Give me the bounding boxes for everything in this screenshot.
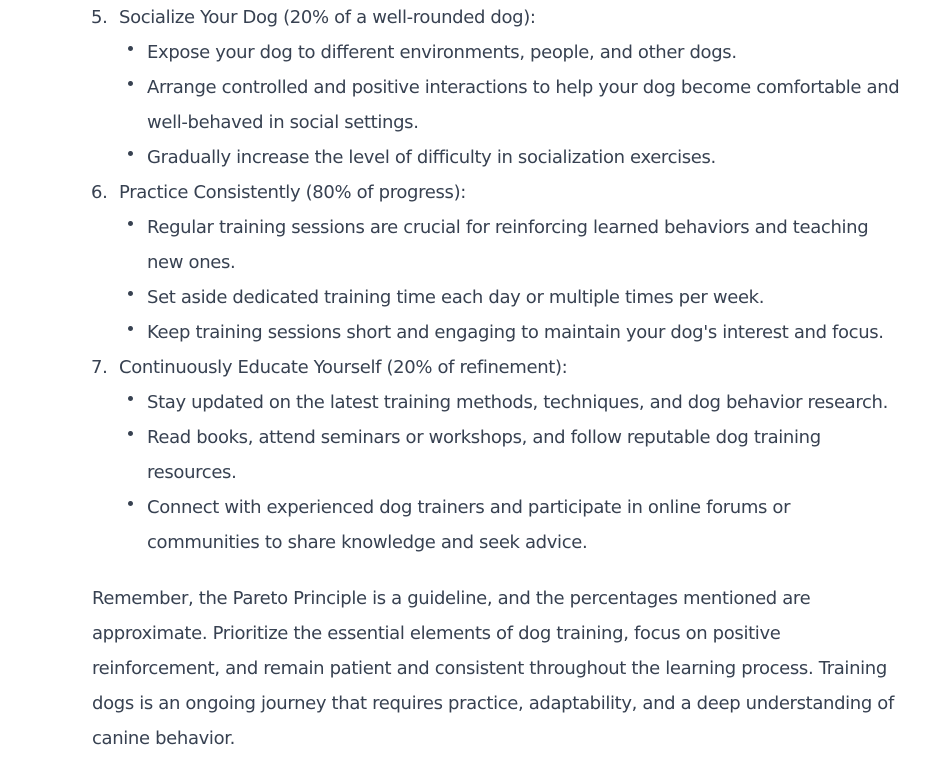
- bullet-list: [0, 385, 927, 560]
- step-number: 6.: [91, 182, 108, 203]
- bullet-list: [0, 210, 927, 350]
- step-heading: [0, 0, 927, 35]
- bullet-item: Arrange controlled and positive interactions to help your dog become comfortable and well-behaved in social settings.: [0, 70, 907, 140]
- bullet-item: Set aside dedicated training time each day or multiple times per week.: [0, 280, 907, 315]
- step-heading: [0, 350, 927, 385]
- step-item: [0, 0, 927, 175]
- bullet-list: [0, 35, 927, 175]
- summary-paragraph: Remember, the Pareto Principle is a guideline, and the percentages mentioned are approximate. Prioritize the essential elements of dog training, focus on positive reinforcement, and remain patient and consistent throughout the learning process. Training dogs is an ongoing journey that requires practice, adaptability, and a deep understanding of canine behavior.: [92, 588, 894, 749]
- step-title: Practice Consistently (80% of progress):: [119, 182, 466, 203]
- bullet-item: Connect with experienced dog trainers and participate in online forums or communities to share knowledge and seek advice.: [0, 490, 907, 560]
- bullet-item: Expose your dog to different environments, people, and other dogs.: [0, 35, 907, 70]
- step-heading: [0, 175, 927, 210]
- bullet-item: Gradually increase the level of difficulty in socialization exercises.: [0, 140, 907, 175]
- bullet-item: Read books, attend seminars or workshops, and follow reputable dog training resources.: [0, 420, 907, 490]
- step-number: 7.: [91, 357, 108, 378]
- step-item: [0, 175, 927, 350]
- step-item: [0, 350, 927, 560]
- bullet-item: Keep training sessions short and engaging to maintain your dog's interest and focus.: [0, 315, 907, 350]
- bullet-item: Stay updated on the latest training methods, techniques, and dog behavior research.: [0, 385, 907, 420]
- step-title: Socialize Your Dog (20% of a well-rounded dog):: [119, 7, 536, 28]
- step-title: Continuously Educate Yourself (20% of refinement):: [119, 357, 568, 378]
- step-number: 5.: [91, 7, 108, 28]
- bullet-item: Regular training sessions are crucial for reinforcing learned behaviors and teaching new ones.: [0, 210, 907, 280]
